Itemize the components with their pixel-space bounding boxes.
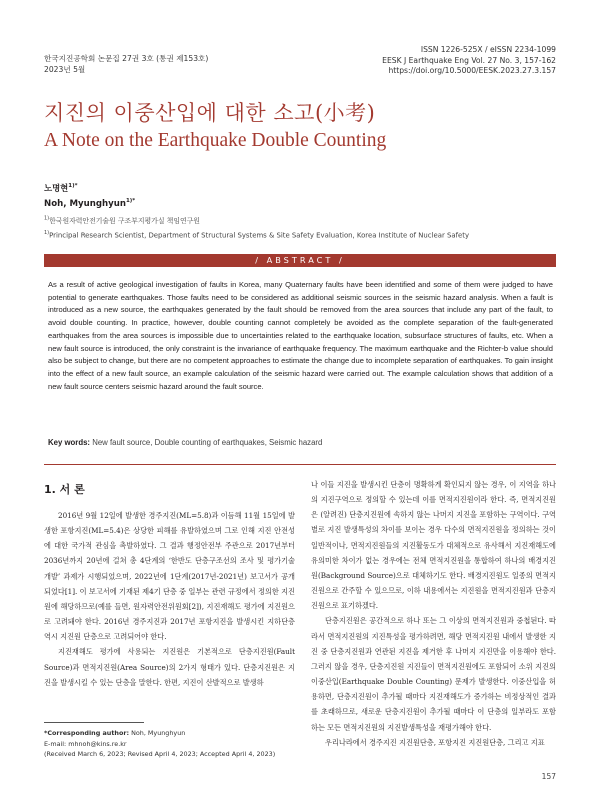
author-korean	[44, 182, 78, 194]
journal-header-right	[382, 45, 556, 77]
abstract-divider	[44, 464, 556, 465]
journal-header-left	[44, 53, 208, 75]
body-column-right	[311, 477, 556, 750]
author-email: E-mail: mhnoh@kins.re.kr	[44, 739, 127, 748]
title-english: A Note on the Earthquake Double Counting	[44, 130, 387, 151]
page-number: 157	[541, 772, 556, 781]
keywords-text: New fault source, Double counting of earthquakes, Seismic hazard	[92, 438, 323, 447]
body-paragraph: 우리나라에서 경주지진 지진원단층, 포항지진 지진원단층, 그리고 지표	[325, 737, 545, 747]
abstract-body: As a result of active geological investigation of faults in Korea, many Quaternary faults have been identified and some of them were judged to have potential to generate earthquakes. Those faults need to be considered as additional seismic sources in the seismic hazard analysis. When a fault is introduced as a new source, the earthquakes generated by the fault should be removed from the area sources that include any part of the fault, to avoid double counting. In practice, however, double counting cannot completely be avoided as the complete separation of the fault-generated earthquakes from the area sources is impossible due to uncertainties related to the earthquake location, subsurface structures of faults, etc. When a new fault source is introduced, the only constraint is the invariance of earthquake frequency. The maximum earthquake and the Richter-b value should also be subject to change, but there are no competent approaches to estimate the change due to incomplete separation of earthquakes. To gain insight into the effect of a new fault source, an example calculation of the seismic hazard were carried out. The example calculation shows that addition of a new fault source centers seismic hazard around the fault source.	[48, 280, 553, 391]
affil-en-superscript: 1)	[44, 230, 50, 236]
affiliation-korean	[44, 215, 200, 225]
corresponding-author-name: Noh, Myunghyun	[131, 729, 186, 737]
corresponding-author	[44, 728, 275, 739]
affil-ko-superscript: 1)	[44, 215, 50, 222]
affil-ko-text: 한국원자력안전기술원 구조부지평가실 책임연구원	[49, 217, 200, 225]
keywords-line	[48, 438, 322, 447]
author-name-en: Noh, Myunghyun	[44, 198, 126, 209]
author-english	[44, 198, 135, 209]
footnote-divider	[44, 722, 144, 723]
journal-name-en: EESK J Earthquake Eng Vol. 27 No. 3, 157-162	[382, 55, 556, 65]
doi-link[interactable]: https://doi.org/10.5000/EESK.2023.27.3.157	[388, 66, 556, 75]
affil-en-text: Principal Research Scientist, Department of Structural Systems & Site Safety Evaluation, Korea Institute of Nuclear Safety	[49, 231, 470, 240]
keywords-label: Key words:	[48, 438, 91, 447]
journal-name-ko: 한국지진공학회 논문집 27권 3호 (통권 제153호)	[44, 54, 209, 63]
body-column-left	[44, 508, 295, 690]
section-heading-introduction: 1. 서 론	[44, 483, 85, 496]
body-paragraph: 나 이들 지진을 발생시킨 단층이 명확하게 확인되지 않는 경우, 이 지역을 하나의 지진구역으로 정의할 수 있는데 이를 면적지진원이라 한다. 즉, 면적지진원은 (알려진) 단층지진원에 속하지 않는 나머지 지진을 포함하는 구역이다. 구역별로 지진 발생특성의 차이를 보이는 경우 다수의 면적지진원을 정의하는 것이 일반적이나, 면적지진원들의 지진활동도가 대체적으로 유사해서 지진재해도에 유의미한 차이가 없는 경우에는 전체 면적지진원을 통합하여 하나의 배경지진원(Background Source)으로 대체하기도 한다. 배경지진원도 일종의 면적지진원으로 간주할 수 있으므로, 이하 내용에서는 지진원을 면적지진원과 단층지진원으로 표기하겠다.	[311, 480, 556, 611]
abstract-heading-bar: / ABSTRACT /	[44, 254, 556, 267]
body-paragraph: 단층지진원은 공간적으로 하나 또는 그 이상의 면적지진원과 중첩된다. 따라서 면적지진원의 지진특성을 평가하려면, 해당 면적지진원 내에서 발생한 지진 중 단층지진원과 연관된 지진을 제거한 후 나머지 지진만을 이용해야 한다. 그러지 않을 경우, 단층지진원 지진들이 면적지진원에도 포함되어 소위 지진의 이중산입(Earthquake Double Counting) 문제가 발생한다. 이중산입을 허용하면, 단층지진원이 추가될 때마다 지진재해도가 증가하는 비정상적인 결과를 초래하므로, 새로운 단층지진원이 추가될 때마다 이 단층의 일부라도 포함하는 모든 면적지진원의 지진발생특성을 재평가해야 한다.	[311, 616, 556, 732]
issue-date-ko: 2023년 5월	[44, 65, 86, 74]
footnote	[44, 728, 275, 760]
body-paragraph: 지진재해도 평가에 사용되는 지진원은 기본적으로 단층지진원(Fault Source)과 면적지진원(Area Source)의 2가지 형태가 있다. 단층지진원은 지진을 발생시킬 수 있는 단층을 말한다. 한편, 지진이 산발적으로 발생하	[44, 647, 295, 687]
issn: ISSN 1226-525X / eISSN 2234-1099	[420, 45, 556, 54]
corresponding-author-label: *Corresponding author:	[44, 729, 130, 737]
body-paragraph: 2016년 9월 12일에 발생한 경주지진(ML=5.8)과 이듬해 11월 15일에 발생한 포항지진(ML=5.4)은 상당한 피해를 유발하였으며 그로 인해 지진 안전성에 대한 국가적 관심을 촉발하였다. 그 결과 행정안전부 주관으로 2017년부터 2036년까지 20년에 걸쳐 총 4단계의 ‘한반도 단층구조선의 조사 및 평가기술 개발’ 과제가 시행되었으며, 2022년에 1단계(2017년-2021년) 보고서가 공개되었다[1]. 이 보고서에 기재된 제4기 단층 중 일부는 관련 규정에서 정의한 지진원에 해당하므로(예를 들면, 원자력안전위원회[2]), 지진재해도 평가에 지진원으로 고려돼야 한다. 2016년 경주지진과 2017년 포항지진을 발생시킨 지하단층 역시 지진원 단층으로 고려되어야 한다.	[44, 511, 295, 642]
affiliation-english	[44, 230, 469, 239]
author-ko-superscript: 1)*	[68, 183, 78, 190]
author-en-superscript: 1)*	[125, 198, 136, 204]
received-dates: (Received March 6, 2023; Revised April 4, 2023; Accepted April 4, 2023)	[44, 750, 276, 758]
author-name-ko: 노명현	[44, 183, 69, 193]
title-korean: 지진의 이중산입에 대한 소고(小考)	[44, 101, 376, 125]
